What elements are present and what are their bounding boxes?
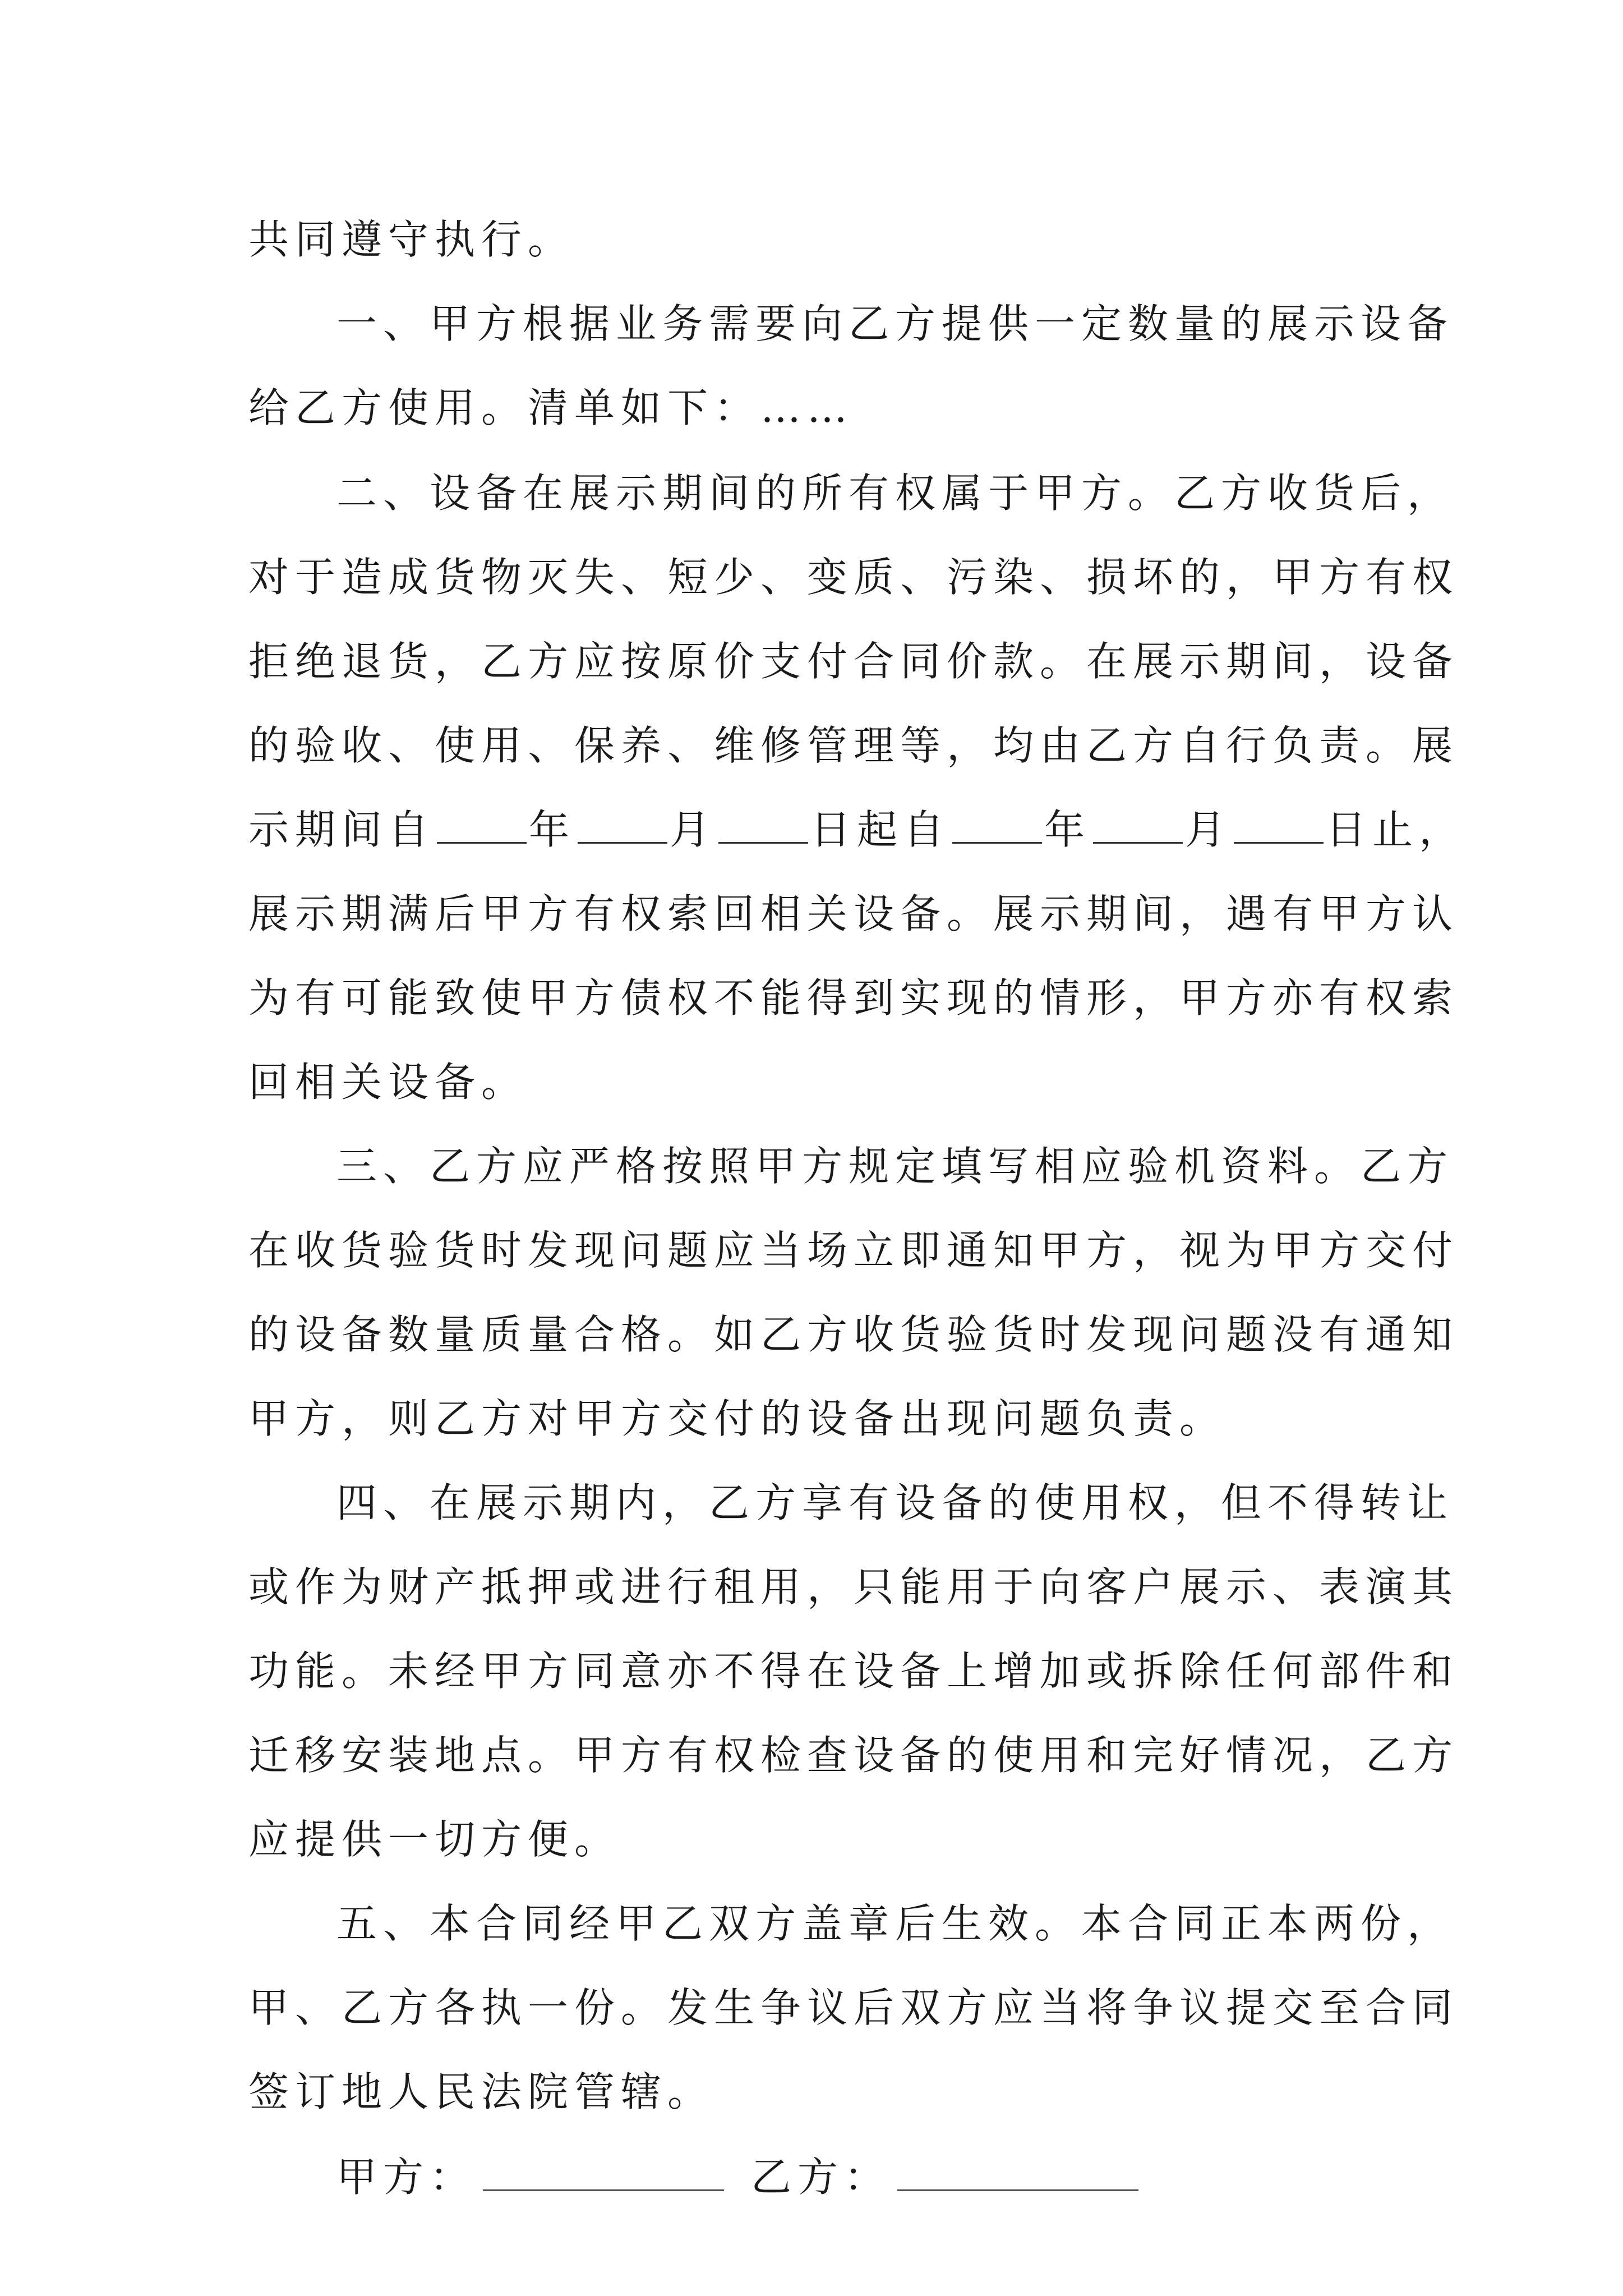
text-line: 拒绝退货，乙方应按原价支付合同价款。在展示期间，设备 [248,638,1459,685]
clause-1-line: 一、甲方根据业务需要向乙方提供一定数量的展示设备 [336,300,1454,347]
end-month-blank[interactable] [1093,820,1183,844]
start-day-blank[interactable] [718,820,808,844]
text-line: 对于造成货物灭失、短少、变质、污染、损坏的，甲方有权 [248,554,1459,601]
party-a-signature-blank[interactable] [483,2167,724,2191]
end-day-blank[interactable] [1234,820,1324,844]
clause-2-line: 二、设备在展示期间的所有权属于甲方。乙方收货后， [336,470,1454,517]
text-line: 应提供一切方便。 [248,1816,621,1863]
text-line: 的验收、使用、保养、维修管理等，均由乙方自行负责。展 [248,722,1459,769]
party-b-signature-blank[interactable] [897,2167,1138,2191]
year-label: 年 [529,806,576,853]
party-b-label: 乙方： [751,2154,891,2201]
day-label: 日止， [1326,806,1466,853]
clause-5-line: 五、本合同经甲乙双方盖章后生效。本合同正本两份， [336,1900,1454,1947]
text-line: 或作为财产抵押或进行租用，只能用于向客户展示、表演其 [248,1563,1459,1611]
start-month-blank[interactable] [578,820,667,844]
text-line: 回相关设备。 [248,1059,528,1106]
text-line: 甲、乙方各执一份。发生争议后双方应当将争议提交至合同 [248,1984,1459,2031]
end-year-blank[interactable] [952,820,1042,844]
text-line: 为有可能致使甲方债权不能得到实现的情形，甲方亦有权索 [248,974,1459,1022]
text-line: 展示期满后甲方有权索回相关设备。展示期间，遇有甲方认 [248,890,1459,937]
text-line: 的设备数量质量合格。如乙方收货验货时发现问题没有通知 [248,1311,1459,1358]
text-line: 签订地人民法院管辖。 [248,2068,714,2115]
signature-line [336,2135,1393,2219]
text-line: 甲方，则乙方对甲方交付的设备出现问题负责。 [248,1395,1227,1442]
clause-3-line: 三、乙方应严格按照甲方规定填写相应验机资料。乙方 [336,1143,1454,1190]
month-label: 月 [670,806,717,853]
party-a-label: 甲方： [336,2154,477,2201]
date-prefix: 示期间自 [248,806,435,853]
text-line: 在收货验货时发现问题应当场立即通知甲方，视为甲方交付 [248,1227,1459,1274]
start-year-blank[interactable] [437,820,527,844]
text-line: 功能。未经甲方同意亦不得在设备上增加或拆除任何部件和 [248,1648,1459,1695]
year-label: 年 [1044,806,1091,853]
date-range-line [248,788,1466,872]
text-line: 给乙方使用。清单如下：…… [248,384,854,431]
month-label: 月 [1185,806,1232,853]
text-line: 迁移安装地点。甲方有权检查设备的使用和完好情况，乙方 [248,1732,1459,1779]
text-line: 共同遵守执行。 [248,216,575,263]
clause-4-line: 四、在展示期内，乙方享有设备的使用权，但不得转让 [336,1479,1454,1526]
day-label: 日起自 [810,806,951,853]
